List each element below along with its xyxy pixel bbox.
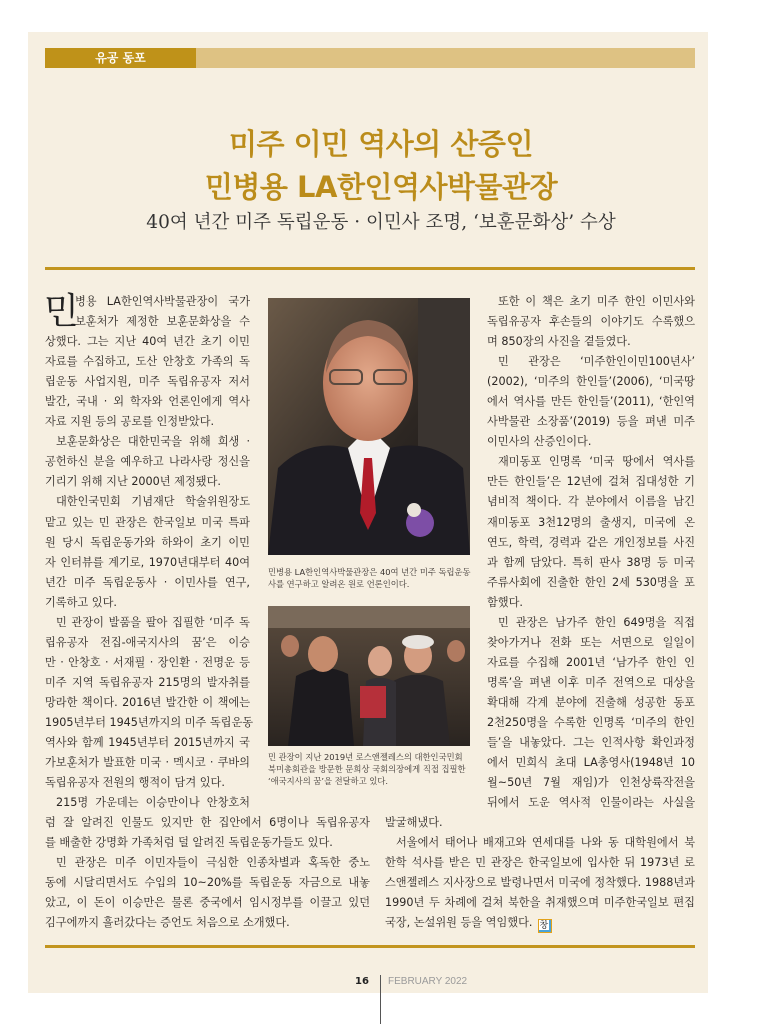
article-line-text: 들’을 내놓았다. 그는 인적사항 확인과정 [487, 736, 695, 750]
article-line [487, 312, 695, 332]
article-line [487, 773, 695, 793]
article-line [385, 813, 695, 833]
article-line [385, 873, 695, 893]
article-line-text: 립운동 사업지원, 미주 독립유공자 저서 [45, 375, 250, 389]
caption-line: ‘애국지사의 꿈’을 전달하고 있다. [268, 776, 389, 786]
article-line-text: 에서 역사를 만든 한인들’(2011), ‘한인역 [487, 395, 695, 409]
bottom-divider [45, 945, 695, 948]
article-line [487, 412, 695, 432]
article-line-text: 민 관장이 발품을 팔아 집필한 ‘미주 독 [56, 615, 250, 629]
article-line [487, 513, 695, 533]
headline-line1: 미주 이민 역사의 산증인 [229, 127, 533, 161]
article-line-text: 만든 한인들’은 12년에 걸쳐 집대성한 기 [487, 475, 695, 489]
article-line [487, 653, 695, 673]
article-line-text: 1905년부터 1945년까지의 미주 독립운동 [45, 715, 254, 729]
article-line [45, 713, 254, 733]
article-line-text: 국장, 논설위원 등을 역임했다. [385, 916, 533, 930]
article-line [45, 853, 370, 873]
article-line [487, 753, 695, 773]
article-line [487, 593, 695, 613]
article-line-text: 독립유공자 후손들의 이야기도 수록했으 [487, 315, 695, 329]
article-line-text: 재미동포 3천12명의 출생지, 미국에 온 [487, 515, 695, 529]
article-line [487, 332, 695, 352]
article-line-text: 를 배출한 강명화 가족처럼 덜 알려진 독립운동가들도 있다. [45, 836, 333, 850]
article-line-text: 며 850장의 사진을 곁들였다. [487, 335, 631, 349]
article-line [487, 392, 695, 412]
article-line [487, 613, 695, 633]
article-line-text: 민 관장은 ‘미주한인이민100년사’ [498, 355, 695, 369]
caption-line: 민병용 LA한인역사박물관장은 40여 년간 미주 독립운동 [268, 567, 471, 577]
article-line-text: 망라한 책이다. 2016년 발간한 이 책에는 [45, 695, 250, 709]
article-line-text: 럼 잘 알려진 인물도 있지만 한 집안에서 6명이나 독립유공자 [45, 816, 370, 829]
article-line-text: 만 · 안창호 · 서재필 · 장인환 · 전명운 등 [45, 655, 250, 669]
article-line [487, 713, 695, 733]
article-line [487, 733, 695, 753]
article-line [45, 593, 250, 613]
article-line-text: 맡고 있는 민 관장은 한국일보 미국 특파 [45, 515, 250, 529]
article-line-text: 발간, 국내 · 외 학자와 언론인에게 역사 [45, 395, 250, 409]
article-line [45, 653, 250, 673]
article-line-text: 에서 민희식 초대 LA총영사(1948년 10 [487, 756, 695, 770]
article-line [487, 533, 695, 553]
article-line [45, 352, 250, 372]
caption-line: 민 관장이 지난 2019년 로스앤젤레스의 대한인국민회 [268, 752, 463, 762]
article-line [487, 292, 695, 312]
article-line [45, 813, 370, 833]
article-line [487, 352, 695, 372]
article-line-text: (2002), ‘미주의 한인들’(2006), ‘미국땅 [487, 375, 695, 389]
article-line-text: 이민사의 산증인이다. [487, 435, 592, 449]
article-line [45, 432, 250, 452]
article-line-text: 2천250명을 수록한 인명록 ‘미주의 한인 [487, 715, 695, 729]
issue-date: FEBRUARY 2022 [388, 976, 468, 987]
article-line [487, 432, 695, 452]
article-line [45, 773, 250, 793]
caption-line: 북미총회관을 방문한 문희상 국회의장에게 직접 집필한 [268, 764, 466, 774]
article-line [45, 873, 370, 893]
article-line [385, 893, 695, 913]
article-line [45, 392, 250, 412]
article-line-text: 확대해 각계 분야에 진출해 성공한 동포 [487, 695, 695, 709]
page-number: 16 [355, 976, 369, 987]
portrait-photo [268, 298, 470, 555]
article-line-text: 자 인터뷰를 계기로, 1970년대부터 40여 [45, 555, 250, 569]
top-divider [45, 267, 695, 270]
article-line [45, 673, 250, 693]
article-line-text: 김구에까지 흘러갔다는 증언도 처음으로 소개했다. [45, 916, 290, 930]
article-line [487, 793, 695, 813]
article-line-text: 병용 LA한인역사박물관장이 국가 [75, 295, 250, 308]
article-line-text: 또한 이 책은 초기 미주 한인 이민사와 [498, 295, 695, 308]
article-line [45, 573, 250, 593]
article-line [45, 332, 250, 352]
article-line [487, 492, 695, 512]
article-line [45, 372, 250, 392]
article-line-text: 주류사회에 진출한 한인 2세 530명을 포 [487, 575, 695, 589]
article-line [487, 553, 695, 573]
article-line [385, 913, 695, 933]
article-line-text: 찾아가거나 전화 또는 서면으로 일일이 [487, 635, 695, 649]
article-left-column [44, 291, 254, 813]
article-line [45, 733, 250, 753]
article-line-text: 역사와 함께 1945년부터 2015년까지 국 [45, 736, 250, 750]
photo-caption-1 [268, 566, 474, 590]
article-line-text: 가보훈처가 발표한 미국 · 멕시코 · 쿠바의 [45, 756, 250, 770]
article-line-text: 보훈처가 제정한 보훈문화상을 수 [75, 315, 250, 329]
article-line-text: 월~50년 7월 재임)가 인천상륙작전을 [487, 776, 695, 790]
article-line [45, 492, 250, 512]
article-line-text: 았고, 이 돈이 이승만은 물론 중국에서 임시정부를 이끌고 있던 [45, 896, 370, 910]
article-line-text: 원 당시 독립운동가와 하와이 초기 이민 [45, 535, 250, 549]
headline-line2: 민병용 LA한인역사박물관장 [204, 170, 558, 204]
article-line-text: 년간 미주 독립운동사 · 이민사를 연구, [45, 575, 250, 589]
article-line [45, 533, 250, 553]
article-line-text: 1990년 두 차례에 걸쳐 북한을 취재했으며 미주한국일보 편집 [385, 896, 695, 910]
article-line-text: 자료 지원 등의 공로를 인정받았다. [45, 415, 215, 429]
article-line-text: 재미동포 인명록 ‘미국 땅에서 역사를 [498, 455, 695, 469]
article-line-text: 독립유공자 전원의 행적이 담겨 있다. [45, 776, 225, 790]
article-right-column [487, 292, 695, 813]
article-line [487, 452, 695, 472]
article-line-text: 기리기 위해 지난 2000년 제정됐다. [45, 475, 221, 489]
article-line-text: 명록’을 펴낸 이후 미주 전역으로 대상을 [487, 675, 695, 689]
article-line [45, 412, 250, 432]
article-line-text: 연도, 학력, 경력과 같은 개인정보를 사진 [487, 535, 695, 549]
article-line-text: 스앤젤레스 지사장으로 발령나면서 미국에 정착했다. 1988년과 [385, 876, 695, 890]
article-line-text: 민 관장은 미주 이민자들이 극심한 인종차별과 혹독한 중노 [56, 856, 370, 870]
article-line [45, 633, 250, 653]
article-line-text: 민 관장은 남가주 한인 649명을 직접 [498, 615, 695, 629]
article-line [487, 472, 695, 492]
article-line-text: 과 함께 담았다. 특히 판사 38명 등 미국 [487, 555, 695, 569]
article-line-text: 미주 지역 독립유공자 215명의 발자취를 [45, 675, 250, 689]
article-line [45, 613, 250, 633]
article-line [45, 452, 250, 472]
article-line-text: 립유공자 전집-애국지사의 꿈’은 이승 [45, 635, 250, 649]
article-line-text: 동에 시달리면서도 수입의 10~20%를 독립운동 자금으로 내놓 [45, 876, 370, 890]
article-line-text: 자료를 수집해 2001년 ‘남가주 한인 인 [487, 655, 695, 669]
article-line-text: 상했다. 그는 지난 40여 년간 초기 이민 [45, 335, 250, 349]
article-line [45, 553, 250, 573]
article-line-text: 발굴해냈다. [385, 816, 443, 829]
article-line [45, 913, 370, 933]
section-header-bar [45, 48, 695, 68]
article-right-lower [385, 813, 695, 933]
article-line-text: 념비적 책이다. 각 분야에서 이름을 남긴 [487, 495, 695, 509]
article-line-text: 공헌하신 분을 예우하고 나라사랑 정신을 [45, 455, 250, 469]
photo-caption-2 [268, 751, 474, 787]
subtitle: 40여 년간 미주 독립운동 · 이민사 조명, ‘보훈문화상’ 수상 [146, 212, 616, 233]
article-line [487, 372, 695, 392]
article-line-text: 기록하고 있다. [45, 595, 117, 609]
article-line-text: 사박물관 소장품’(2019) 등을 펴낸 미주 [487, 415, 695, 429]
article-line [45, 753, 250, 773]
article-line [45, 693, 250, 713]
article-line-text: 보훈문화상은 대한민국을 위해 희생 · [56, 435, 250, 449]
article-line [487, 693, 695, 713]
article-line-text: 215명 가운데는 이승만이나 안창호처 [56, 796, 250, 810]
article-line-text: 한학 석사를 받은 민 관장은 한국일보에 입사한 뒤 1973년 로 [385, 856, 695, 870]
article-line-text: 서울에서 태어나 배재고와 연세대를 나와 동 대학원에서 북 [396, 836, 695, 850]
article-line-text: 함했다. [487, 595, 523, 609]
caption-line: 사를 연구하고 알려온 원로 언론인이다. [268, 579, 410, 589]
article-line [45, 472, 250, 492]
article-line [385, 833, 695, 853]
article-line [45, 793, 250, 813]
article-line [487, 573, 695, 593]
article-line [487, 633, 695, 653]
book-presentation-photo [268, 606, 470, 746]
article-line-text: 대한인국민회 기념재단 학술위원장도 [56, 495, 250, 509]
article-line [45, 513, 250, 533]
footer-divider [380, 975, 381, 1024]
article-line-text: 자료를 수집하고, 도산 안창호 가족의 독 [45, 355, 250, 369]
article-line [487, 673, 695, 693]
end-mark-icon: 창 [538, 919, 552, 933]
article-line [45, 893, 370, 913]
article-left-lower [45, 813, 370, 933]
article-line [385, 853, 695, 873]
article-line [45, 833, 370, 853]
section-tag: 유공 동포 [45, 48, 196, 68]
article-line-text: 뒤에서 도운 역사적 인물이라는 사실을 [487, 796, 695, 810]
dropcap: 민 [44, 291, 79, 332]
